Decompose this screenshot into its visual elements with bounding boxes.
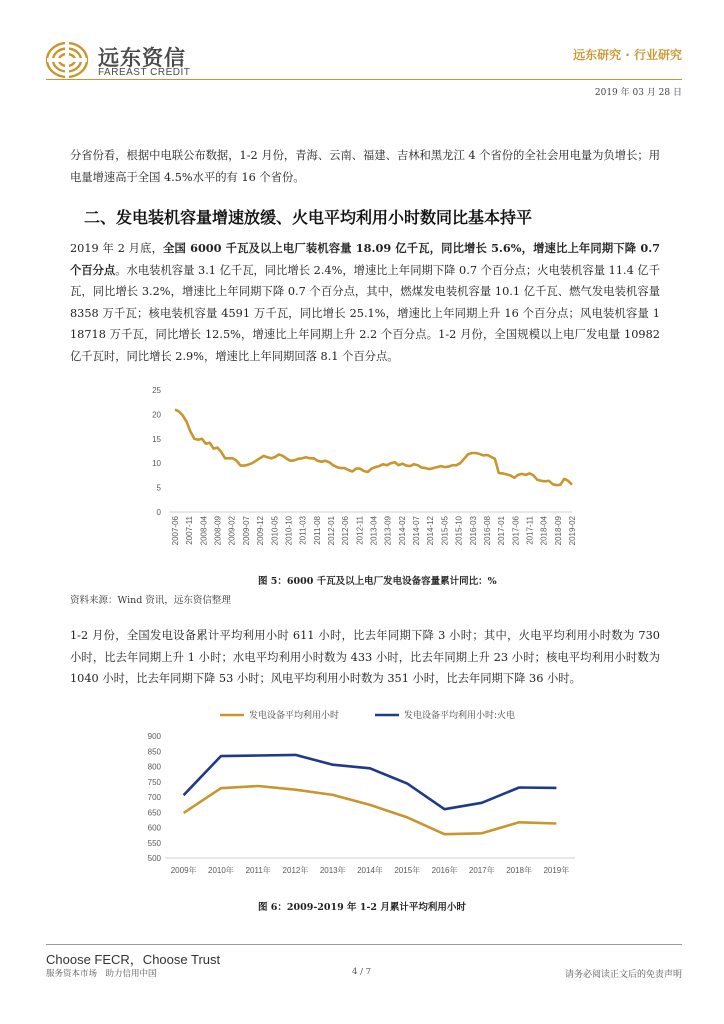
x-tick-label: 2012-01: [326, 516, 336, 546]
figure5-chart: [140, 382, 580, 564]
series-line-capacity: [175, 410, 572, 486]
paragraph-utilization: 1-2 月份，全国发电设备累计平均利用小时 611 小时，比去年同期下降 3 小时；其中，火电平均利用小时数为 730 小时，比去年同期上升 1 小时；水电平均利用小时数为 433 小时，比去年同期上升 23 小时；核电平均利用小时数为 1040 小时，比去年同期下降 53 小时；风电平均利用小时数为 351 小时，比去年同期下降 36 小时。: [70, 629, 660, 685]
y-tick-label: 850: [147, 747, 161, 757]
paragraph-provinces: 分省份看，根据中电联公布数据，1-2 月份，青海、云南、福建、吉林和黑龙江 4 个省份的全社会用电量为负增长；用电量增速高于全国 4.5%水平的有 16 个省份。: [70, 149, 660, 184]
x-tick-label: 2017-06: [511, 516, 521, 546]
figure5-caption: 图 5：6000 千瓦及以上电厂发电设备容量累计同比：%: [258, 576, 497, 587]
x-tick-label: 2014-07: [412, 516, 422, 546]
y-tick-label: 5: [156, 483, 161, 493]
x-tick-label: 2007-11: [185, 516, 195, 545]
y-tick-label: 750: [147, 777, 161, 787]
x-tick-label: 2009-07: [241, 516, 251, 546]
x-tick-label: 2016-03: [468, 516, 478, 546]
disclaimer: 请务必阅读正文后的免责声明: [564, 970, 682, 980]
footer-slogan-cn: 服务资本市场 助力信用中国: [46, 969, 157, 979]
x-tick-label: 2010-10: [284, 516, 294, 546]
x-tick-label: 2017-01: [497, 516, 507, 546]
footer-divider: [46, 944, 682, 945]
y-tick-label: 700: [147, 793, 161, 802]
y-tick-label: 800: [147, 762, 161, 772]
x-tick-label: 2012-11: [355, 516, 365, 545]
y-tick-label: 650: [147, 808, 161, 818]
series-line-2: [184, 755, 557, 809]
y-tick-label: 550: [147, 838, 161, 848]
logo-en: FAREAST CREDIT: [98, 67, 191, 78]
figure6-chart: [120, 703, 580, 883]
x-tick-label: 2012-06: [341, 516, 351, 546]
x-tick-label: 2014-02: [397, 516, 407, 546]
legend-label: 发电设备平均利用小时: [249, 711, 340, 721]
y-tick-label: 600: [147, 823, 161, 833]
report-date: 2019 年 03 月 28 日: [594, 88, 682, 98]
y-tick-label: 10: [152, 459, 161, 469]
x-tick-label: 2015-10: [454, 516, 464, 546]
logo-cn: 远东资信: [98, 46, 186, 70]
x-tick-label: 2019-02: [568, 516, 577, 546]
paragraph-capacity: [70, 238, 660, 367]
x-tick-label: 2018年: [506, 866, 532, 875]
figure5-source: 资料来源：Wind 资讯，远东资信整理: [70, 595, 231, 606]
x-tick-label: 2017年: [468, 866, 495, 875]
x-tick-label: 2019年: [543, 866, 570, 875]
x-tick-label: 2009-02: [227, 516, 237, 546]
x-tick-label: 2011-03: [298, 516, 308, 545]
y-tick-label: 15: [152, 434, 161, 444]
para2-bold: 全国 6000 千瓦及以上电厂装机容量 18.09 亿千瓦，同比增长 5.6%，增速比上年同期下降 0.7 个百分点: [70, 241, 660, 277]
section-heading: 二、发电装机容量增速放缓、火电平均利用小时数同比基本持平: [84, 208, 533, 227]
x-tick-label: 2012年: [282, 866, 309, 875]
section-title: 远东研究 · 行业研究: [573, 48, 682, 62]
x-tick-label: 2015年: [394, 866, 421, 875]
footer-slogan-en: Choose FECR，Choose Trust: [46, 952, 221, 967]
x-tick-label: 2014年: [357, 866, 383, 875]
logo: [46, 40, 196, 80]
x-tick-label: 2016-08: [482, 516, 492, 546]
series-line-1: [184, 786, 557, 834]
x-tick-label: 2010年: [208, 866, 234, 875]
page-number: 4 / 7: [352, 967, 372, 977]
y-tick-label: 25: [152, 386, 161, 395]
y-tick-label: 0: [156, 508, 161, 517]
x-tick-label: 2014-12: [426, 516, 436, 546]
x-tick-label: 2009年: [170, 866, 197, 875]
x-tick-label: 2007-06: [171, 516, 180, 546]
para2-prefix: 2019 年 2 月底，: [70, 242, 164, 255]
x-tick-label: 2015-05: [440, 516, 450, 546]
para2-rest: 。水电装机容量 3.1 亿千瓦，同比增长 2.4%，增速比上年同期下降 0.7 个百分点；火电装机容量 11.4 亿千瓦，同比增长 3.2%，增速比上年同期下降 0.7 个百分点，其中，燃煤发电装机容量 10.1 亿千瓦、燃气发电装机容量 8358 万千瓦；核电装机容量 4591 万千瓦，同比增长 25.1%，增速比上年同期上升 16 个百分点；风电装机容量 1 18718 万千瓦，同比增长 12.5%，增速比上年同期上升 2.2 个百分点。1-2 月份，全国规模以上电厂发电量 10982 亿千瓦时，同比增长 2.9%，增速比上年同期回落 8.1 个百分点。: [70, 263, 660, 363]
fareast-logo-icon: [46, 40, 90, 80]
y-tick-label: 500: [147, 854, 161, 863]
x-tick-label: 2017-11: [525, 516, 535, 545]
legend-label: 发电设备平均利用小时:火电: [404, 711, 516, 721]
x-tick-label: 2018-09: [553, 516, 563, 546]
x-tick-label: 2009-12: [256, 516, 266, 546]
x-tick-label: 2016年: [431, 866, 458, 875]
x-tick-label: 2010-05: [270, 516, 280, 546]
figure6-caption: 图 6：2009-2019 年 1-2 月累计平均利用小时: [258, 902, 466, 913]
x-tick-label: 2018-04: [539, 516, 549, 546]
x-tick-label: 2011-08: [312, 516, 322, 545]
x-tick-label: 2011年: [245, 866, 271, 875]
x-tick-label: 2013-09: [383, 516, 393, 546]
x-tick-label: 2008-04: [199, 516, 209, 546]
x-tick-label: 2008-09: [213, 516, 223, 546]
header-divider: [46, 79, 682, 80]
y-tick-label: 900: [147, 732, 161, 741]
x-tick-label: 2013年: [319, 866, 346, 875]
y-tick-label: 20: [152, 410, 161, 420]
x-tick-label: 2013-04: [369, 516, 379, 546]
